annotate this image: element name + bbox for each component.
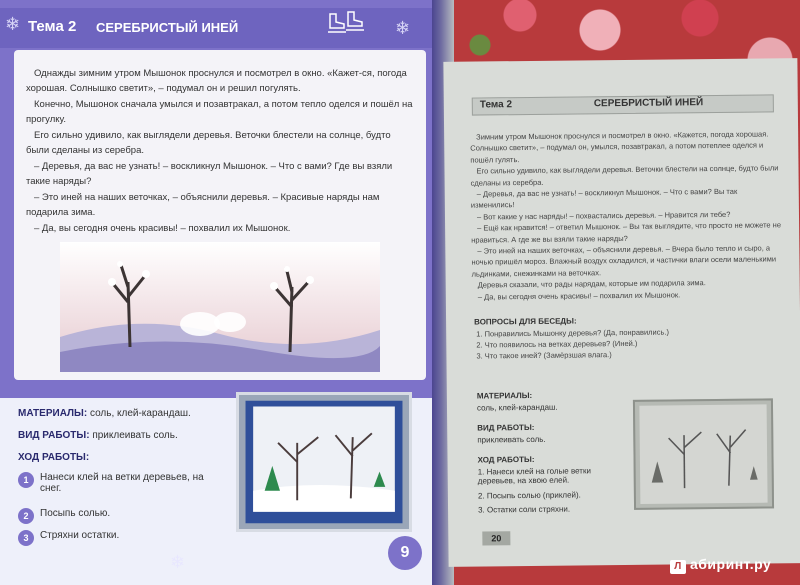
story-paragraph: Его сильно удивило, как выглядели деревья. Веточки блестели на солнце, будто были сделаны из серебра. xyxy=(26,130,391,156)
step-item xyxy=(18,530,119,546)
step-text: 3. Остатки соли стряхни. xyxy=(478,504,571,515)
steps-label: ХОД РАБОТЫ: xyxy=(477,454,535,465)
labirint-watermark xyxy=(670,556,771,574)
story-paragraph: Его сильно удивило, как выглядели деревья. Веточки блестели на солнце, будто были сделаны из серебра. xyxy=(470,163,779,188)
craft-example-photo-grayscale xyxy=(633,398,774,509)
step-text: Посыпь солью. xyxy=(40,508,111,519)
question-item: 2. Что появилось на ветках деревьев? (Иней.) xyxy=(476,338,638,350)
story-paragraph: Конечно, Мышонок сначала умылся и позавтракал, а потом тепло оделся и пошёл на прогулку. xyxy=(26,99,413,125)
story-paragraph: – Деревья, да вас не узнать! – воскликнул Мышонок. – Что с вами? Где вы взяли такие наряды? xyxy=(26,161,393,187)
materials-label: МАТЕРИАЛЫ: xyxy=(18,408,88,419)
craft-example-photo xyxy=(236,392,412,532)
steps-label: ХОД РАБОТЫ: xyxy=(18,452,90,463)
right-book-page xyxy=(443,58,800,567)
story-paragraph: – Ещё как нравится! – ответил Мышонок. – Вы так выглядите, что просто не можете не нравиться. А где же вы взяли такие наряды? xyxy=(471,220,782,245)
story-paragraph: Зимним утром Мышонок проснулся и посмотрел в окно. «Кажется, погода хорошая. Солнышко светит», – подумал он, умылся, позавтракал, а потом потеплее оделся и пошёл гулять. xyxy=(470,129,769,165)
story-paragraph: – Да, вы сегодня очень красивы! – похвалил их Мышонок. xyxy=(34,223,291,234)
page-title: СЕРЕБРИСТЫЙ ИНЕЙ xyxy=(593,97,704,110)
steps-heading-row xyxy=(18,452,89,463)
work-type-value: приклеивать соль. xyxy=(92,430,178,441)
ice-skates-icon xyxy=(326,10,366,40)
story-paragraph: – Это иней на наших веточках, – объяснили деревья. – Красивые наряды нам подарила зима. xyxy=(26,192,380,218)
step-text: 2. Посыпь солью (приклей). xyxy=(477,490,581,501)
story-paragraph: – Деревья, да вас не узнать! – воскликнул Мышонок. – Что с вами? Вы так изменились! xyxy=(470,186,738,211)
story-paragraph: – Это иней на наших веточках, – объяснили деревья. – Вчера было тепло и сыро, а ночью пришёл мороз. Влажный воздух охладился, и частички влаги осели маленькими льдинками, снежинками на веточках. xyxy=(471,243,777,279)
materials-label: МАТЕРИАЛЫ: xyxy=(476,390,533,401)
step-text: Стряхни остатки. xyxy=(40,530,120,541)
step-number: 3 xyxy=(18,530,34,546)
step-item xyxy=(18,472,218,494)
story-text xyxy=(26,66,416,237)
story-paragraph: Однажды зимним утром Мышонок проснулся и посмотрел в окно. «Кажет-ся, погода хорошая. Солнышко светит», – подумал он и решил погулять. xyxy=(26,68,407,94)
page-number: 9 xyxy=(388,536,422,570)
story-paragraph: – Да, вы сегодня очень красивы! – похвалил их Мышонок. xyxy=(477,290,681,302)
topic-label: Тема 2 xyxy=(479,99,513,111)
materials-value: соль, клей-карандаш. xyxy=(476,402,558,413)
page-title: СЕРЕБРИСТЫЙ ИНЕЙ xyxy=(96,20,239,35)
story-text xyxy=(470,128,782,302)
materials-row xyxy=(18,408,191,419)
question-item: 1. Понравились Мышонку деревья? (Да, понравились.) xyxy=(476,327,670,339)
materials-value: соль, клей-карандаш. xyxy=(89,408,191,419)
snowflake-icon: ❄ xyxy=(5,14,21,34)
winter-trees-illustration xyxy=(60,242,380,372)
snowflake-icon: ❄ xyxy=(170,552,186,572)
step-item xyxy=(18,508,110,524)
watermark-text: абиринт.ру xyxy=(690,556,772,572)
questions-heading: ВОПРОСЫ ДЛЯ БЕСЕДЫ: xyxy=(474,316,577,327)
step-text: Нанеси клей на ветки деревьев, на снег. xyxy=(40,472,204,494)
labirint-logo-icon: Л xyxy=(670,560,686,574)
question-item: 3. Что такое иней? (Замёрзшая влага.) xyxy=(476,350,612,361)
work-type-row xyxy=(18,430,178,441)
work-type-value: приклеивать соль. xyxy=(477,434,546,445)
story-paragraph: – Вот какие у нас наряды! – похвастались деревья. – Нравится ли тебе? xyxy=(476,209,731,222)
page-number: 20 xyxy=(482,531,510,545)
step-text: 1. Нанеси клей на голые ветки деревьев, на хвою елей. xyxy=(477,466,591,486)
story-paragraph: Деревья сказали, что рады нарядам, которые им подарила зима. xyxy=(477,278,706,290)
work-type-label: ВИД РАБОТЫ: xyxy=(18,430,90,441)
snowflake-icon: ❄ xyxy=(395,18,411,38)
step-number: 1 xyxy=(18,472,34,488)
topic-label: Тема 2 xyxy=(28,18,77,35)
step-number: 2 xyxy=(18,508,34,524)
work-type-label: ВИД РАБОТЫ: xyxy=(477,422,535,433)
